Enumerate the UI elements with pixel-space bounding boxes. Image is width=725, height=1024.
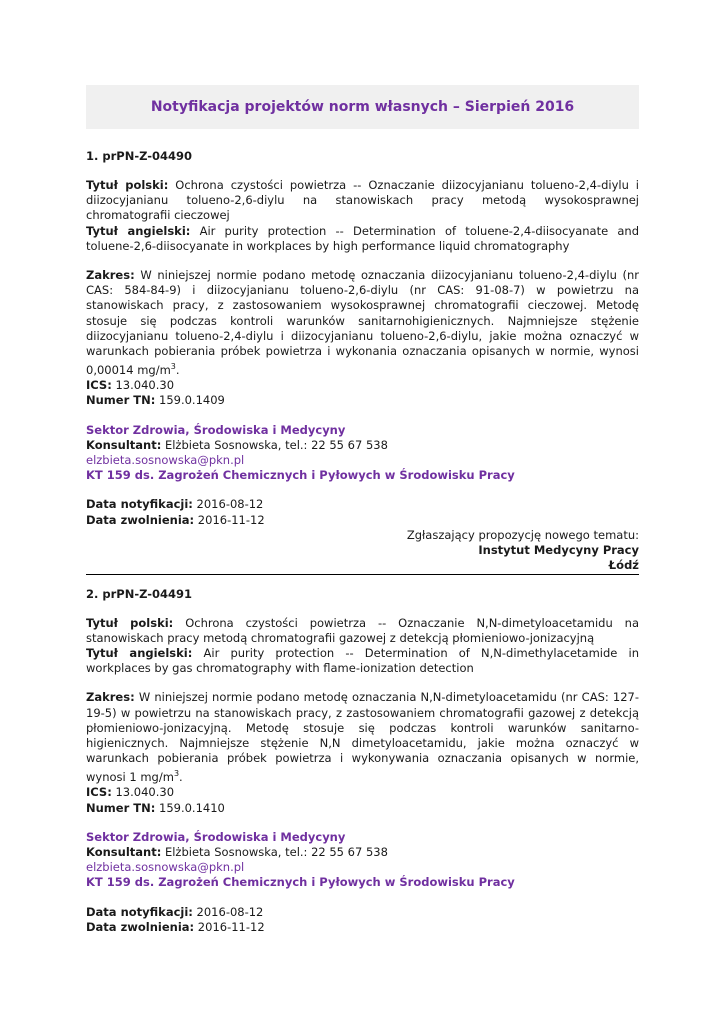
title-pl — [86, 178, 639, 224]
scope-value: W niniejszej normie podano metodę oznaczania diizocyjanianu tolueno-2,4-diylu (nr CAS: 584-84-9) i diizocyjanianu tolueno-2,6-diylu (nr CAS: 91-08-7) w powietrzu na stanowiskach pracy, z zastosowaniem wysokosprawnej chromatografii cieczowej. Metodę stosuje się podczas kontroli warunków sanitarnohigienicznych. Najmniejsze stężenie diizocyjanianu tolueno-2,4-diylu i diizocyjanianu tolueno-2,6-diylu, jakie można oznaczyć w warunkach pobierania próbek powietrza i wykonania oznaczania opisanych w normie, wynosi 0,00014 mg/m — [86, 268, 639, 378]
release-label: Data zwolnienia: — [86, 512, 195, 527]
committee: KT 159 ds. Zagrożeń Chemicznych i Pyłowych w Środowisku Pracy — [86, 875, 515, 890]
scope-label: Zakres: — [86, 690, 135, 705]
ics-label: ICS: — [86, 785, 112, 800]
ics — [86, 785, 639, 800]
page-title: Notyfikacja projektów norm własnych – Sierpień 2016 — [150, 99, 575, 115]
title-en — [86, 646, 639, 676]
scope-end: . — [179, 770, 183, 785]
tn-number — [86, 801, 639, 816]
title-pl-value: Ochrona czystości powietrza -- Oznaczanie N,N-dimetyloacetamidu na stanowiskach pracy metodą chromatografii gazowej z detekcją płomieniowo-jonizacyjną — [86, 615, 639, 645]
consultant-label: Konsultant: — [86, 844, 162, 859]
tn-value: 159.0.1409 — [155, 393, 225, 408]
title-pl-label: Tytuł polski: — [86, 178, 169, 192]
notification-date — [86, 497, 639, 512]
entry-heading: 2. prPN-Z-04491 — [86, 586, 193, 601]
title-en-value: Air purity protection -- Determination of toluene-2,4-diisocyanate and toluene-2,6-diisocyanate in workplaces by high performance liquid chromatography — [86, 223, 640, 253]
release-value: 2016-11-12 — [194, 512, 265, 527]
title-pl-value: Ochrona czystości powietrza -- Oznaczanie diizocyjanianu tolueno-2,4-diylu i diizocyjanianu tolueno-2,6-diylu na stanowiskach pracy metodą wysokosprawnej chromatografii cieczowej — [86, 178, 639, 223]
consultant-label: Konsultant: — [86, 437, 162, 452]
sector: Sektor Zdrowia, Środowiska i Medycyny — [86, 422, 346, 437]
ics-label: ICS: — [86, 378, 112, 393]
scope — [86, 690, 639, 785]
scope-end: . — [175, 363, 180, 378]
notif-label: Data notyfikacji: — [86, 904, 193, 919]
scope — [86, 268, 639, 378]
proposer-label: Zgłaszający propozycję nowego tematu: — [406, 527, 639, 542]
email-link[interactable]: elzbieta.sosnowska@pkn.pl — [86, 453, 245, 468]
sector: Sektor Zdrowia, Środowiska i Medycyny — [86, 829, 346, 844]
release-value: 2016-11-12 — [194, 919, 265, 934]
scope-label: Zakres: — [86, 268, 135, 283]
tn-number — [86, 393, 639, 408]
title-pl-label: Tytuł polski: — [86, 615, 174, 630]
consultant — [86, 438, 639, 453]
email-link[interactable]: elzbieta.sosnowska@pkn.pl — [86, 860, 245, 875]
consultant — [86, 845, 639, 860]
ics — [86, 378, 639, 393]
scope-value: W niniejszej normie podano metodę oznaczania N,N-dimetyloacetamidu (nr CAS: 127-19-5) w powietrzu na stanowiskach pracy, z zastosowaniem chromatografii gazowej z detekcją płomieniowo-jonizacyjną. Metodę stosuje się podczas kontroli warunków sanitarno-higienicznych. Najmniejsze stężenie N,N dimetyloacetamidu, jakie można oznaczyć w warunkach pobierania próbek powietrza i wykonywania oznaczania opisanych w normie, wynosi 1 mg/m — [86, 690, 639, 785]
tn-label: Numer TN: — [86, 393, 156, 408]
proposer-city: Łódź — [86, 558, 639, 574]
title-en-label: Tytuł angielski: — [86, 645, 193, 660]
consultant-value: Elżbieta Sosnowska, tel.: 22 55 67 538 — [161, 437, 388, 452]
entry-1 — [86, 149, 639, 575]
scope-superscript: 3 — [170, 362, 176, 372]
ics-value: 13.040.30 — [111, 378, 175, 393]
entry-heading: 1. prPN-Z-04490 — [86, 149, 193, 163]
title-pl — [86, 616, 639, 646]
tn-value: 159.0.1410 — [155, 800, 225, 815]
release-date — [86, 513, 639, 528]
title-en-value: Air purity protection -- Determination of N,N-dimethylacetamide in workplaces by gas chromatography with flame-ionization detection — [86, 645, 640, 676]
release-label: Data zwolnienia: — [86, 919, 195, 934]
entry-2 — [86, 587, 639, 935]
release-date — [86, 920, 639, 935]
notif-label: Data notyfikacji: — [86, 497, 193, 512]
notif-value: 2016-08-12 — [192, 497, 264, 512]
title-banner — [86, 85, 639, 129]
tn-label: Numer TN: — [86, 800, 156, 815]
document-page — [86, 85, 639, 935]
title-en — [86, 224, 639, 254]
scope-superscript: 3 — [173, 769, 180, 779]
proposer-name: Instytut Medycyny Pracy — [478, 543, 639, 558]
committee: KT 159 ds. Zagrożeń Chemicznych i Pyłowych w Środowisku Pracy — [86, 468, 515, 483]
notification-date — [86, 905, 639, 920]
ics-value: 13.040.30 — [111, 785, 175, 800]
consultant-value: Elżbieta Sosnowska, tel.: 22 55 67 538 — [161, 844, 388, 859]
notif-value: 2016-08-12 — [192, 904, 264, 919]
title-en-label: Tytuł angielski: — [86, 223, 191, 238]
